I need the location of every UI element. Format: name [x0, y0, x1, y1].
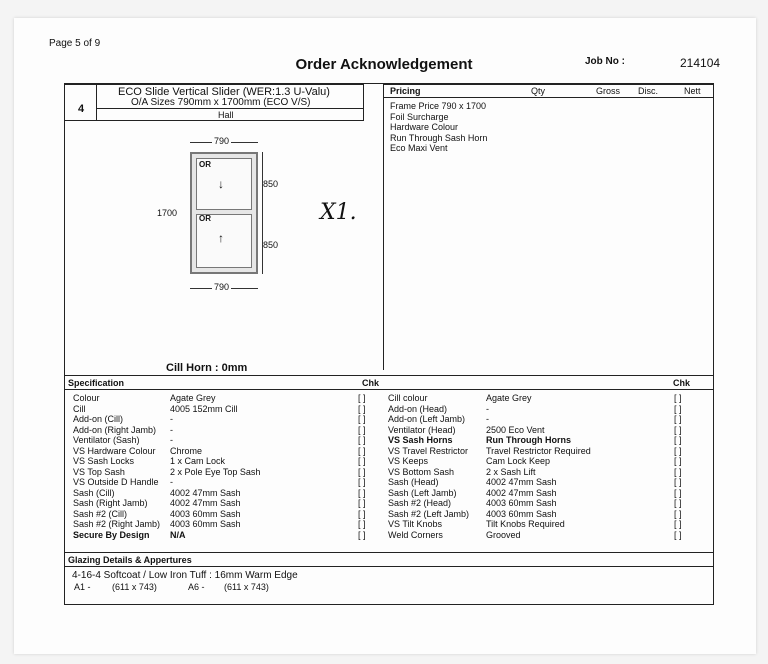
checkbox[interactable]: [ ] — [674, 445, 682, 456]
spec-label: Sash #2 (Left Jamb) — [388, 508, 470, 519]
spec-value: Run Through Horns — [486, 435, 571, 445]
spec-value: 4002 47mm Sash — [486, 487, 557, 498]
spec-label: Sash #2 (Right Jamb) — [73, 519, 161, 529]
spec-value: 4002 47mm Sash — [170, 487, 241, 498]
checkbox[interactable]: [ ] — [674, 435, 682, 445]
spec-value: N/A — [170, 529, 186, 540]
spec-value: 4003 60mm Sash — [486, 498, 557, 508]
spec-label: Cill — [73, 403, 86, 414]
checkbox[interactable]: [ ] — [358, 393, 366, 403]
spec-label: Sash (Head) — [388, 477, 439, 487]
width-top-label: 790 — [214, 136, 230, 146]
spec-value: - — [170, 414, 173, 424]
spec-chk-label: Chk — [362, 378, 380, 388]
spec-label: VS Hardware Colour — [73, 445, 156, 456]
spec-label: Add-on (Right Jamb) — [73, 424, 157, 435]
spec-value: 4005 152mm Cill — [170, 403, 238, 414]
checkbox[interactable]: [ ] — [358, 498, 366, 508]
gross-label: Gross — [596, 86, 621, 96]
spec-label: Sash (Right Jamb) — [73, 498, 148, 508]
checkbox[interactable]: [ ] — [674, 403, 682, 414]
disc-label: Disc. — [638, 86, 658, 96]
divider — [64, 375, 714, 376]
spec-value: - — [170, 424, 173, 435]
divider — [96, 84, 97, 120]
height-total-label: 1700 — [157, 208, 178, 218]
checkbox[interactable]: [ ] — [358, 424, 366, 435]
document-title: Order Acknowledgement — [295, 56, 473, 73]
spec-value: 2500 Eco Vent — [486, 424, 545, 435]
checkbox[interactable]: [ ] — [674, 456, 682, 466]
spec-label: VS Sash Locks — [73, 456, 135, 466]
page-number: Page 5 of 9 — [49, 38, 101, 49]
checkbox[interactable]: [ ] — [674, 424, 682, 435]
spec-title: Specification — [68, 378, 125, 388]
checkbox[interactable]: [ ] — [358, 435, 366, 445]
pricing-line: Hardware Colour — [390, 122, 459, 132]
spec-chk-label-right: Chk — [673, 378, 691, 388]
checkbox[interactable]: [ ] — [674, 519, 682, 529]
height-bottom-label: 850 — [263, 240, 279, 250]
height-top-label: 850 — [263, 179, 279, 189]
item-location: Hall — [218, 110, 234, 120]
spec-label: Sash #2 (Cill) — [73, 508, 128, 519]
cill-horn-label: Cill Horn : 0mm — [166, 362, 248, 374]
spec-value: Cam Lock Keep — [486, 456, 551, 466]
divider — [64, 566, 714, 567]
checkbox[interactable]: [ ] — [358, 414, 366, 424]
spec-label: Add-on (Head) — [388, 403, 448, 414]
spec-checkboxes-right — [674, 393, 682, 540]
divider — [383, 84, 714, 85]
divider — [64, 84, 364, 85]
checkbox[interactable]: [ ] — [358, 403, 366, 414]
divider — [64, 120, 364, 121]
pricing-title: Pricing — [390, 86, 421, 96]
spec-value: 4002 47mm Sash — [486, 477, 557, 487]
spec-label: Cill colour — [388, 393, 428, 403]
spec-value: Tilt Knobs Required — [486, 519, 565, 529]
spec-checkboxes-left — [358, 393, 366, 540]
aperture-a1-label: A1 - — [74, 582, 91, 592]
spec-value: Chrome — [170, 445, 203, 456]
spec-label: VS Bottom Sash — [388, 466, 455, 477]
checkbox[interactable]: [ ] — [358, 508, 366, 519]
spec-value: 2 x Sash Lift — [486, 466, 536, 477]
spec-left-values — [170, 393, 260, 540]
spec-label: Secure By Design — [73, 529, 150, 540]
pricing-line: Run Through Sash Horn — [390, 132, 488, 143]
width-bottom-label: 790 — [214, 282, 230, 292]
checkbox[interactable]: [ ] — [674, 414, 682, 424]
nett-label: Nett — [684, 86, 701, 96]
spec-value: - — [486, 403, 489, 414]
pricing-line: Foil Surcharge — [390, 111, 449, 122]
checkbox[interactable]: [ ] — [674, 529, 682, 540]
spec-value: - — [170, 477, 173, 487]
job-number: 214104 — [680, 56, 721, 70]
window-drawing — [190, 152, 258, 274]
spec-left-labels — [73, 393, 160, 540]
aperture-a6-label: A6 - — [188, 582, 205, 592]
checkbox[interactable]: [ ] — [358, 466, 366, 477]
qty-label: Qty — [531, 86, 546, 96]
glazing-spec: 4-16-4 Softcoat / Low Iron Tuff : 16mm Warm Edge — [72, 570, 298, 581]
checkbox[interactable]: [ ] — [358, 456, 366, 466]
bottom-sash-mark: OR — [199, 214, 211, 223]
item-sizes: O/A Sizes 790mm x 1700mm (ECO V/S) — [131, 97, 311, 108]
spec-label: VS Travel Restrictor — [388, 445, 469, 456]
spec-label: Sash (Cill) — [73, 487, 115, 498]
pricing-line: Frame Price 790 x 1700 — [390, 101, 487, 111]
arrow-down-icon: ↓ — [218, 177, 224, 191]
checkbox[interactable]: [ ] — [674, 487, 682, 498]
spec-label: VS Keeps — [388, 456, 429, 466]
checkbox[interactable]: [ ] — [674, 498, 682, 508]
spec-label: VS Outside D Handle — [73, 477, 159, 487]
pricing-line: Eco Maxi Vent — [390, 143, 448, 153]
spec-value: 4003 60mm Sash — [170, 508, 241, 519]
item-number: 4 — [78, 103, 85, 115]
checkbox[interactable]: [ ] — [358, 445, 366, 456]
checkbox[interactable]: [ ] — [358, 477, 366, 487]
checkbox[interactable]: [ ] — [674, 477, 682, 487]
top-sash-mark: OR — [199, 160, 211, 169]
spec-value: Travel Restrictor Required — [486, 445, 591, 456]
height-dimension-line — [262, 152, 263, 274]
handwritten-quantity: X1. — [320, 200, 357, 225]
spec-value: Agate Grey — [170, 393, 216, 403]
spec-label: Colour — [73, 393, 100, 403]
spec-label: Add-on (Cill) — [73, 414, 124, 424]
divider — [96, 108, 364, 109]
spec-value: 2 x Pole Eye Top Sash — [170, 466, 261, 477]
spec-label: Sash (Left Jamb) — [388, 487, 457, 498]
checkbox[interactable]: [ ] — [674, 393, 682, 403]
spec-value: 4003 60mm Sash — [486, 508, 557, 519]
spec-value: - — [170, 435, 173, 445]
divider — [363, 84, 364, 120]
checkbox[interactable]: [ ] — [358, 487, 366, 498]
spec-value: 4003 60mm Sash — [170, 519, 241, 529]
spec-label: VS Sash Horns — [388, 435, 453, 445]
pricing-lines — [390, 101, 487, 154]
spec-value: Grooved — [486, 529, 521, 540]
checkbox[interactable]: [ ] — [358, 519, 366, 529]
aperture-a1-size: (611 x 743) — [112, 582, 157, 592]
spec-value: - — [486, 414, 489, 424]
spec-value: Agate Grey — [486, 393, 532, 403]
spec-value: 4002 47mm Sash — [170, 498, 241, 508]
spec-label: VS Top Sash — [73, 466, 125, 477]
spec-label: Sash #2 (Head) — [388, 498, 452, 508]
arrow-up-icon: ↑ — [218, 231, 224, 245]
spec-value: 1 x Cam Lock — [170, 456, 226, 466]
checkbox[interactable]: [ ] — [358, 529, 366, 540]
spec-label: Ventilator (Head) — [388, 424, 456, 435]
aperture-a6-size: (611 x 743) — [224, 582, 269, 592]
divider — [64, 389, 714, 390]
spec-right-values — [486, 393, 591, 540]
divider — [383, 84, 384, 370]
item-name: ECO Slide Vertical Slider (WER:1.3 U-Valu) — [118, 86, 330, 98]
spec-label: Add-on (Left Jamb) — [388, 414, 466, 424]
spec-right-labels — [388, 393, 469, 540]
divider — [64, 552, 714, 553]
job-label: Job No : — [585, 56, 625, 67]
checkbox[interactable]: [ ] — [674, 508, 682, 519]
checkbox[interactable]: [ ] — [674, 466, 682, 477]
glazing-title: Glazing Details & Appertures — [68, 555, 192, 565]
spec-label: VS Tilt Knobs — [388, 519, 443, 529]
spec-label: Ventilator (Sash) — [73, 435, 140, 445]
divider — [383, 97, 714, 98]
spec-label: Weld Corners — [388, 529, 443, 540]
